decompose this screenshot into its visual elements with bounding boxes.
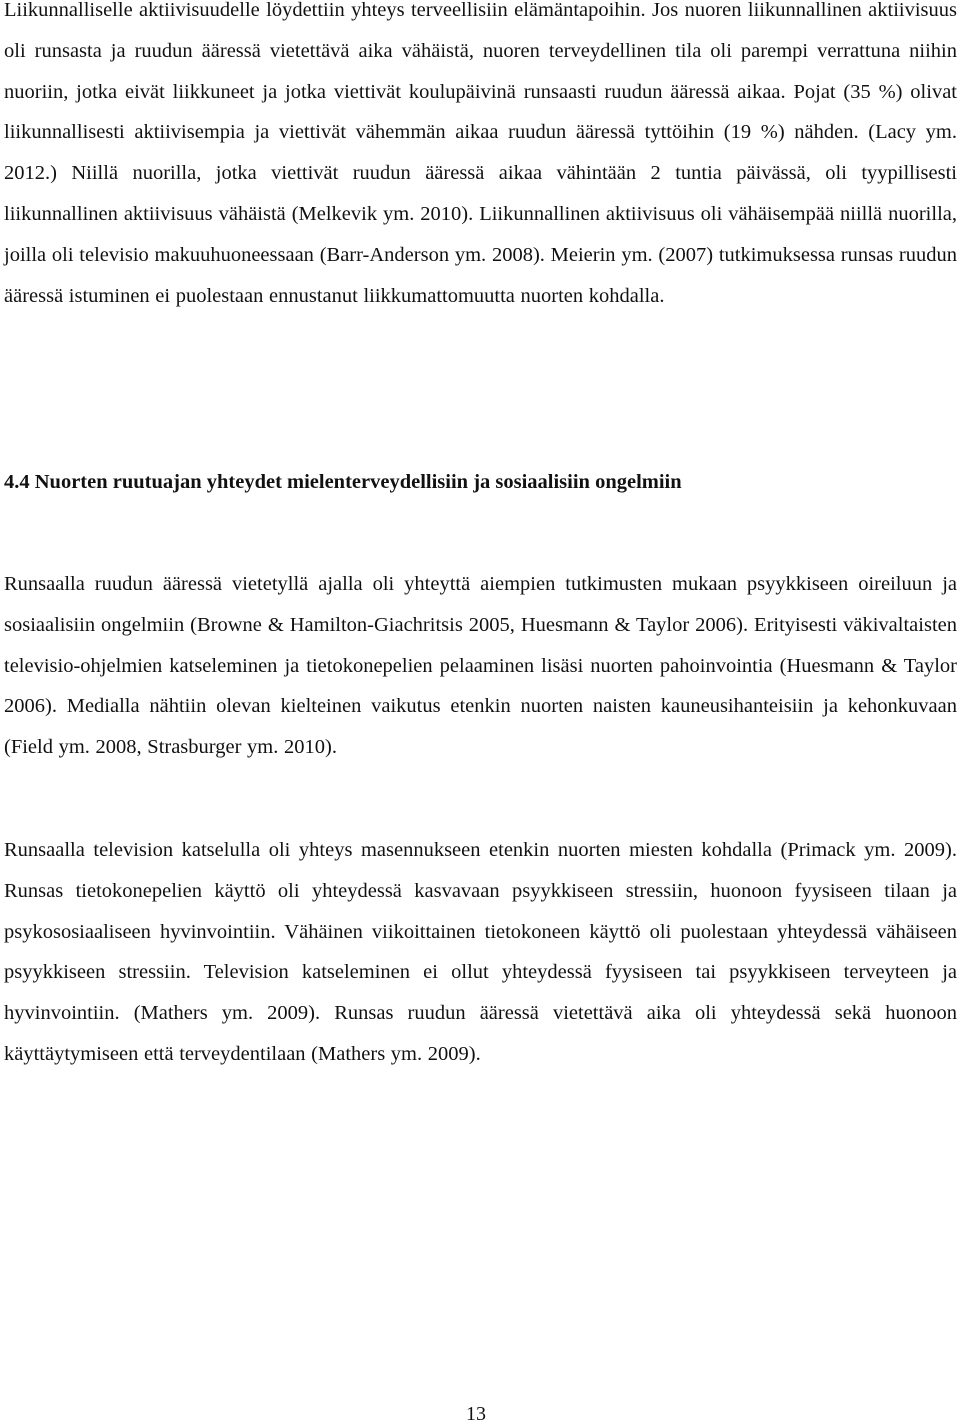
body-paragraph-physical-activity: Liikunnalliselle aktiivisuudelle löydettiin yhteys terveellisiin elämäntapoihin. Jos nuoren liikunnallinen aktiivisuus oli runsasta ja ruudun ääressä vietettävä aika vähäistä, nuoren terveydellinen tila oli parempi verrattuna niihin nuoriin, jotka eivät liikkuneet ja jotka viettivät koulupäivinä runsaasti ruudun ääressä aikaa. Pojat (35 %) olivat liikunnallisesti aktiivisempia ja viettivät vähemmän aikaa ruudun ääressä tyttöihin (19 %) nähden. (Lacy ym. 2012.) Niillä nuorilla, jotka viettivät ruudun ääressä aikaa vähintään 2 tuntia päivässä, oli tyypillisesti liikunnallinen aktiivisuus vähäistä (Melkevik ym. 2010). Liikunnallinen aktiivisuus oli vähäisempää niillä nuorilla, joilla oli televisio makuuhuoneessaan (Barr-Anderson ym. 2008). Meierin ym. (2007) tutkimuksessa runsas ruudun ääressä istuminen ei puolestaan ennustanut liikkumattomuutta nuorten kohdalla. bbox=[4, 0, 957, 307]
body-paragraph-mental-health: Runsaalla ruudun ääressä vietetyllä ajalla oli yhteyttä aiempien tutkimusten mukaan psyykkiseen oireiluun ja sosiaalisiin ongelmiin (Browne & Hamilton-Giachritsis 2005, Huesmann & Taylor 2006). Erityisesti väkivaltaisten televisio-ohjelmien katseleminen ja tietokonepelien pelaaminen lisäsi nuorten pahoinvointia (Huesmann & Taylor 2006). Medialla nähtiin olevan kielteinen vaikutus etenkin nuorten naisten kauneusihanteisiin ja kehonkuvaan (Field ym. 2008, Strasburger ym. 2010). bbox=[4, 573, 957, 759]
section-heading: 4.4 Nuorten ruutuajan yhteydet mielenterveydellisiin ja sosiaalisiin ongelmiin bbox=[4, 471, 682, 493]
body-paragraph-television-use: Runsaalla television katselulla oli yhteys masennukseen etenkin nuorten miesten kohdalla (Primack ym. 2009). Runsas tietokonepelien käyttö oli yhteydessä kasvavaan psyykkiseen stressiin, huonoon fyysiseen tilaan ja psykososiaaliseen hyvinvointiin. Vähäinen viikoittainen tietokoneen käyttö oli puolestaan yhteydessä vähäiseen psyykkiseen stressiin. Television katseleminen ei ollut yhteydessä fyysiseen tai psyykkiseen terveyteen ja hyvinvointiin. (Mathers ym. 2009). Runsas ruudun ääressä vietettävä aika oli yhteydessä sekä huonoon käyttäytymiseen että terveydentilaan (Mathers ym. 2009). bbox=[4, 839, 957, 1065]
page-number: 13 bbox=[466, 1403, 486, 1425]
